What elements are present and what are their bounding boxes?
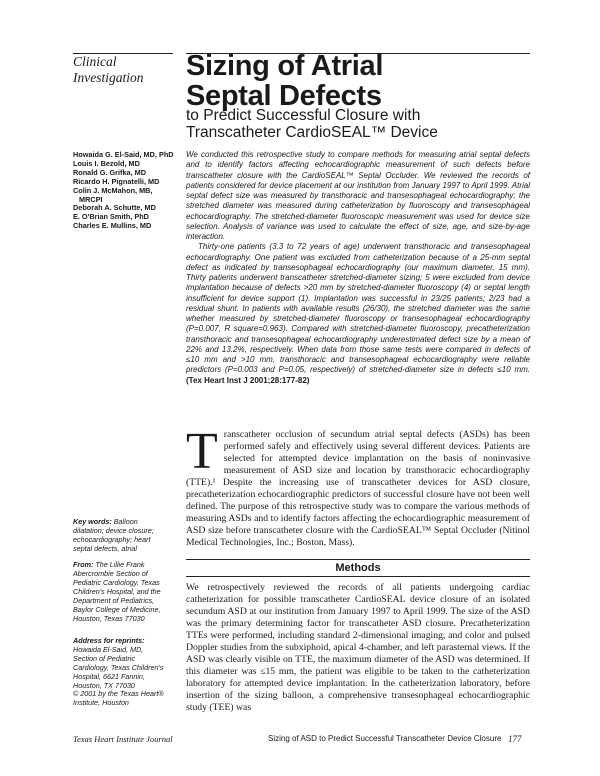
section-label-line: Investigation — [73, 70, 144, 85]
author-name: Louis I. Bezold, MD — [73, 158, 140, 168]
affiliation-line: Department of Pediatrics, — [73, 596, 155, 605]
author-name: Charles E. Mullins, MD — [73, 221, 152, 231]
article-subtitle — [186, 107, 566, 141]
intro-paragraph — [186, 423, 530, 549]
intro-text — [186, 423, 530, 549]
affiliation-label: From: — [73, 560, 94, 569]
reprints-label: Address for reprints: — [73, 636, 145, 645]
reprints-line: Houston, TX 77030 — [73, 681, 135, 690]
intro-paragraph-text: ranscatheter occlusion of secundum atrial septal defects (ASDs) has been performed safely and effectively using several different devices. Patients are selected for attempted device implantation on the basis of noninvasive measurement of ASD size and location by transthoracic echocardiography (TTE).¹ Despite the increasing use of transcatheter devices for ASD closure, precatheterization echocardiographic predictors of successful closure have not been well defined. The purpose of this retrospective study was to compare the various methods of measuring ASDs and to identify factors affecting the echocardiographic measurement of ASD size before transcatheter closure with the CardioSEAL™ Septal Occluder (Nitinol Medical Technologies, Inc.; Boston, Mass). — [186, 429, 530, 549]
section-label-line: Clinical — [73, 54, 117, 69]
article-title — [186, 51, 566, 111]
author-list — [73, 151, 185, 231]
section-rule — [73, 53, 173, 54]
author-name: Deborah A. Schutte, MD — [73, 203, 156, 213]
author-name: Ronald G. Grifka, MD — [73, 167, 146, 177]
keywords-line: dilatation; device closure; — [73, 526, 154, 535]
drop-cap: T — [186, 423, 218, 480]
reprints-line: Hospital, 6621 Fannin, — [73, 672, 145, 681]
subtitle-line: to Predict Successful Closure with — [186, 107, 421, 124]
reprint-address — [73, 636, 179, 690]
copyright-line: © 2001 by the Texas Heart® — [73, 689, 164, 698]
author-name: Colin J. McMahon, MB, — [73, 185, 153, 195]
methods-paragraph: We retrospectively reviewed the records of all patients undergoing cardiac catheterization for possible transcatheter CardioSEAL device closure of an isolated secundum ASD at our institution from January 1997 to April 1999. The size of the ASD was the primary determining factor for transcatheter ASD closure. Precatheterization TTEs were performed, including standard 2-dimensional imaging, and color and pulsed Doppler studies from the subxiphoid, apical 4-chamber, and left parasternal views. If the ASD was clearly visible on TTE, the maximum diameter of the ASD was determined. If this diameter was ≤15 mm, the patient was eligible to be taken to the catheterization laboratory for attempted device implantation. In the catheterization laboratory, before insertion of the sizing balloon, a comprehensive transesophageal echocardiographic study (TEE) was — [186, 582, 530, 714]
section-label — [73, 54, 173, 86]
author-name: MRCPI — [79, 194, 103, 204]
reprints-line: Howaida El-Said, MD, — [73, 645, 144, 654]
reprints-line: Cardiology, Texas Children's — [73, 663, 164, 672]
author-name: E. O'Brian Smith, PhD — [73, 212, 149, 222]
keywords-line: echocardiography; heart — [73, 535, 151, 544]
affiliation-line: Abercrombie Section of — [73, 569, 148, 578]
methods-text — [186, 582, 530, 715]
page-number: 177 — [508, 734, 522, 744]
abstract-paragraph: We conducted this retrospective study to compare methods for measuring atrial septal defects and to identify factors affecting echocardiographic measurement of such defects before transcatheter closure with the CardioSEAL™ Septal Occluder. We reviewed the records of patients considered for device placement at our institution from January 1997 to April 1999. Atrial septal defect size was measured by transthoracic and transesophageal echocardiography; the stretched diameter was measured during catheterization by fluoroscopy and transesophageal echocardiography. The stretched-diameter fluoroscopic measurement was used for device size selection. Analysis of variance was used to calculate the effect of size, age, and size-by-age interaction. — [186, 150, 530, 241]
abstract — [186, 150, 530, 386]
affiliation-line: Baylor College of Medicine, — [73, 605, 161, 614]
abstract-paragraph-2 — [186, 242, 530, 386]
author-name: Howaida G. El-Said, MD, PhD — [73, 150, 174, 159]
abstract-paragraph-text: Thirty-one patients (3.3 to 72 years of age) underwent transthoracic and transesophageal echocardiography. One patient was excluded from catheterization because of a 25-mm septal defect as indicated by transesophageal echocardiography (our maximum diameter, 15 mm). Thirty patients underwent transcatheter stretched-diameter sizing; 5 were excluded from device implantation because of defects >20 mm by stretched-diameter fluoroscopy (4) or septal length insufficient for device support (1). Implantation was successful in 23/25 patients; 2/23 had a residual shunt. In patients with available results (26/30), the stretched diameter was the same whether measured by stretched-diameter fluoroscopy or transesophageal echocardiography (P=0.007, R square=0.963). Compared with stretched-diameter fluoroscopy, precatheterization transthoracic and transesophageal echocardiography underestimated defect size by a mean of 22% and 13.2%, respectively. When data from those same tests were compared in defects of ≤10 mm and >10 mm, transthoracic and transesophageal echocardiography were reliable predictors (P=0.003 and P=0.05, respectively) of stretched-diameter size in defects ≤10 mm. — [186, 242, 530, 375]
methods-rule-bottom — [186, 576, 530, 577]
copyright-line: Institute, Houston — [73, 698, 129, 707]
keywords-line: septal defects, atrial — [73, 544, 137, 553]
footer-running-title: Sizing of ASD to Predict Successful Transcatheter Device Closure — [268, 734, 502, 743]
affiliation-line: Houston, Texas 77030 — [73, 614, 145, 623]
affiliation-line: The Lillie Frank — [95, 560, 145, 569]
affiliation-line: Pediatric Cardiology, Texas — [73, 578, 160, 587]
copyright — [73, 689, 179, 707]
title-line: Septal Defects — [186, 80, 382, 112]
methods-heading: Methods — [335, 562, 381, 574]
keywords-line: Balloon — [113, 517, 138, 526]
keywords — [73, 517, 179, 553]
affiliation — [73, 560, 179, 623]
affiliation-line: Children's Hospital, and the — [73, 587, 161, 596]
reprints-line: Section of Pediatric — [73, 654, 135, 663]
title-line: Sizing of Atrial — [186, 50, 384, 82]
keywords-label: Key words: — [73, 517, 112, 526]
subtitle-line: Transcatheter CardioSEAL™ Device — [186, 124, 438, 141]
footer-journal: Texas Heart Institute Journal — [73, 734, 173, 744]
author-name: Ricardo H. Pignatelli, MD — [73, 176, 160, 186]
abstract-citation: (Tex Heart Inst J 2001;28:177-82) — [186, 375, 310, 385]
methods-rule-top — [186, 559, 530, 560]
